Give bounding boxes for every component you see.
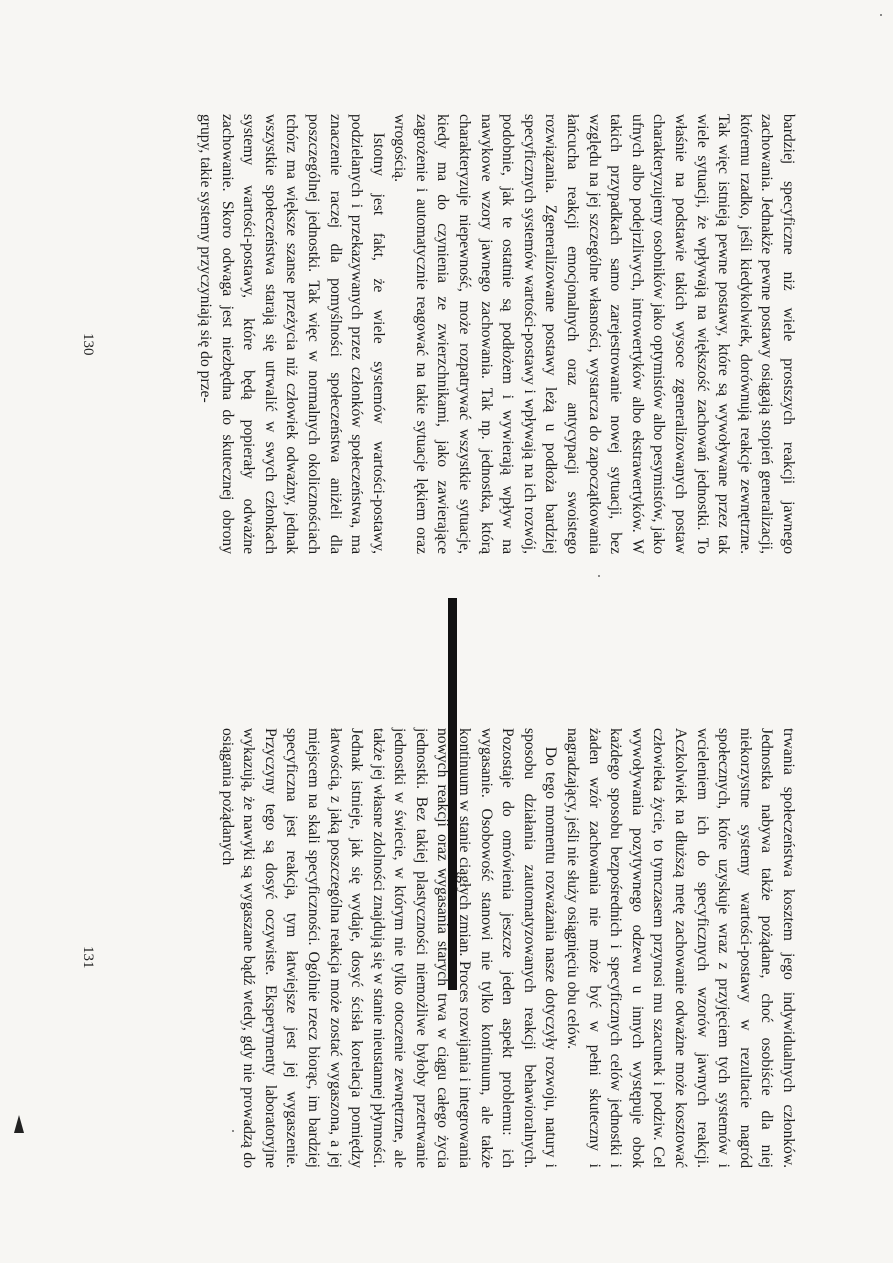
left-page-text <box>194 114 799 554</box>
paragraph: Do tego momentu rozważania nasze dotyczyły rozwoju, natury i sposobu działania zautomatyzowanych reakcji behawioralnych. Pozostaje do omówienia jeszcze jeden aspekt problemu: ich wygasanie. Osobowość stanowi nie tylko kontinuum, ale także kontinuum w stanie ciągłych zmian. Proces rozwijania i integrowania nowych reakcji oraz wygasania starych trwa w ciągu całego życia jednostki. Bez takiej plastyczności niemożliwe byłoby przetrwanie jednostki w świecie, w którym nie tylko otoczenie zewnętrzne, ale także jej własne zdolności znajdują się w stanie nieustannej płynności. Jednak istnieje, jak się wydaje, dosyć ścisła korelacja pomiędzy łatwością, z jaką poszczególna reakcja może zostać wygaszona, a jej miejscem na skali specyficzności. Ogólnie rzecz biorąc, im bardziej specyficzna jest reakcja, tym łatwiejsze jest jej wygaszenie. Przyczyny tego są dosyć oczywiste. Eksperymenty laboratoryjne wykazują, że nawyki są wygaszane bądź wtedy, gdy nie prowadzą do osiągania pożądanych <box>218 728 560 1168</box>
page-number-right: 131 <box>80 946 96 969</box>
page-number-left: 130 <box>80 333 96 356</box>
paragraph: trwania społeczeństwa kosztem jego indywidualnych członków. Jednostka nabywa także pożądane, choć osobiście dla niej niekorzystne systemy wartości-postawy w rezultacie nagród społecznych, które uzyskuje wraz z przyjęciem tych systemów i wcieleniem ich do specyficznych wzorów jawnych reakcji. Aczkolwiek na dłuższą metę zachowanie odważne może kosztować człowieka życie, to tymczasem przynosi mu szacunek i podziw. Cel wywoływania pozytywnego odzewu u innych występuje obok każdego sposobu bezpośrednich i specyficznych celów jednostki i żaden wzór zachowania nie może być w pełni skuteczny i nagradzający, jeśli nie służy osiągnięciu obu celów. <box>564 728 797 1168</box>
paragraph: Istotny jest fakt, że wiele systemów wartości-postawy, podzielanych i przekazywanych przez członków społeczeństwa, ma znaczenie raczej dla pomyślności społeczeństwa aniżeli dla poszczególnej jednostki. Tak więc w normalnych okolicznościach tchórz ma większe szanse przeżycia niż człowiek odważny, jednak wszystkie społeczeństwa starają się utrwalić w swych członkach systemy wartości-postawy, które będą popierały odważne zachowanie. Skoro odwaga jest niezbędna do skutecznej obrony grupy, takie systemy przyczyniają się do prze- <box>196 114 387 554</box>
paragraph: bardziej specyficzne niż wiele prostszych reakcji jawnego zachowania. Jednakże pewne postawy osiągają stopień generalizacji, któremu rzadko, jeśli kiedykolwiek, dorównują reakcje zewnętrzne. Tak więc istnieją pewne postawy, które są wywoływane przez tak wiele sytuacji, że wpływają na większość zachowań jednostki. To właśnie na podstawie takich wysoce zgeneralizowanych postaw charakteryzujemy osobników jako optymistów albo pesymistów, jako ufnych albo podejrzliwych, introwertyków albo ekstrawertyków. W takich przypadkach samo zarejestrowanie nowej sytuacji, bez względu na jej szczególne własności, wystarcza do zapoczątkowania łańcucha reakcji emocjonalnych oraz antycypacji swoistego rozwiązania. Zgeneralizowane postawy leżą u podłoża bardziej specyficznych systemów wartości-postawy i wpływają na ich rozwój, podobnie, jak te ostatnie są podłożem i wywierają wpływ na nawykowe wzory jawnego zachowania. Tak np. jednostka, którą charakteryzuje niepewność, może rozpatrywać wszystkie sytuacje, kiedy ma do czynienia ze zwierzchnikami, jako zawierające zagrożenie i automatycznie reagować na takie sytuacje lękiem oraz wrogością. <box>391 114 797 554</box>
right-page-text <box>216 728 799 1168</box>
